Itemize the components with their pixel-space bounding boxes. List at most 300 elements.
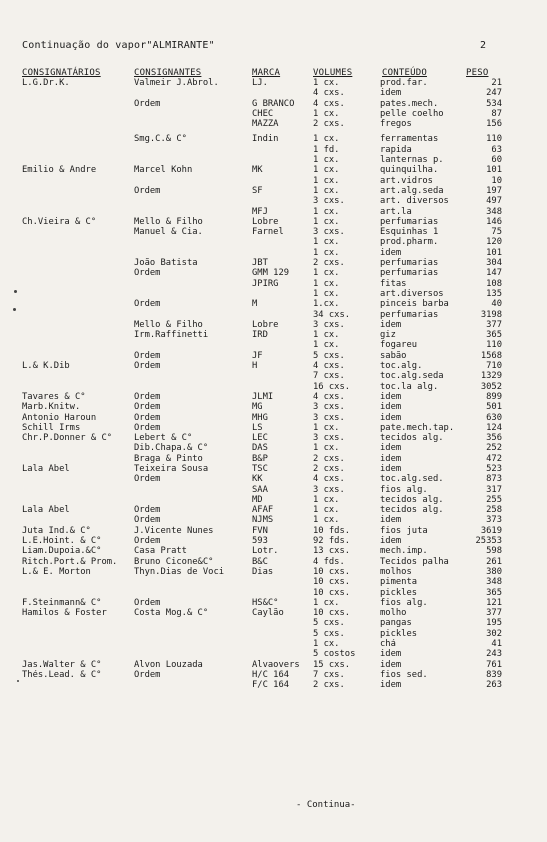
cell-cons: Ordem (134, 391, 161, 402)
header-marca: MARCA (252, 68, 281, 78)
cell-peso: 3619 (480, 525, 502, 536)
cell-peso: 839 (486, 669, 502, 680)
cell-cont: toc.la alg. (380, 381, 439, 392)
cell-vol: 13 cxs. (313, 546, 351, 557)
table-row (0, 99, 547, 109)
cell-cont: fios sed. (380, 669, 428, 680)
cell-cont: pickles (380, 587, 418, 598)
cell-peso: 263 (486, 680, 502, 691)
table-row (0, 454, 547, 464)
cell-cons: Thyn.Dias de Voci (134, 566, 225, 577)
cell-vol: 3 cxs. (313, 402, 345, 413)
cell-cons: Ordem (134, 350, 161, 361)
cell-peso: 377 (486, 608, 502, 619)
paper-speck (13, 308, 16, 311)
cell-peso: 365 (486, 587, 502, 598)
cell-peso: 523 (486, 463, 502, 474)
cell-peso: 710 (486, 361, 502, 372)
cell-vol: 3 cxs. (313, 412, 345, 423)
cell-cont: lanternas p. (380, 155, 444, 166)
cell-cons: Ordem (134, 98, 161, 109)
cell-cons: Ordem (134, 669, 161, 680)
table-row (0, 546, 547, 556)
cell-cont: Tecidos palha (380, 556, 449, 567)
cell-cont: idem (380, 536, 402, 547)
cell-marca: MG (252, 402, 263, 413)
cell-peso: 1568 (480, 350, 502, 361)
cell-vol: 1 cx. (313, 237, 340, 248)
cell-cons: Smg.C.& C° (134, 134, 187, 145)
table-row (0, 423, 547, 433)
cell-peso: 124 (486, 422, 502, 433)
cell-cont: art.vidros (380, 175, 433, 186)
cell-peso: 365 (486, 330, 502, 341)
cell-cont: pelle coelho (380, 108, 444, 119)
cell-peso: 356 (486, 433, 502, 444)
table-row (0, 402, 547, 412)
cell-vol: 1 cx. (313, 505, 340, 516)
cell-vol: 2 cxs. (313, 119, 345, 130)
cell-marca: SF (252, 185, 263, 196)
cell-cons: Ordem (134, 474, 161, 485)
cell-cont: idem (380, 412, 402, 423)
cell-peso: 101 (486, 247, 502, 258)
cell-cont: idem (380, 649, 402, 660)
table-row (0, 515, 547, 525)
table-row (0, 279, 547, 289)
cell-peso: 258 (486, 505, 502, 516)
cell-vol: 1 cx. (313, 78, 340, 88)
cell-peso: 121 (486, 597, 502, 608)
cell-cons: Ordem (134, 515, 161, 526)
table-row (0, 433, 547, 443)
cell-marca: AFAF (252, 505, 274, 516)
cell-vol: 34 cxs. (313, 309, 351, 320)
cell-peso: 120 (486, 237, 502, 248)
cell-vol: 4 cxs. (313, 474, 345, 485)
cell-peso: 348 (486, 577, 502, 588)
cell-cont: idem (380, 453, 402, 464)
table-row (0, 670, 547, 680)
cell-cont: toc.alg.sed. (380, 474, 444, 485)
cell-peso: 348 (486, 206, 502, 217)
cell-cons: Alvon Louzada (134, 659, 203, 670)
cell-marca: DAS (252, 443, 268, 454)
cell-cont: molhos (380, 566, 412, 577)
cell-cont: art.alg.seda (380, 185, 444, 196)
cell-peso: 598 (486, 546, 502, 557)
cell-vol: 2 cxs. (313, 258, 345, 269)
cell-peso: 146 (486, 216, 502, 227)
cell-vol: 10 cxs. (313, 577, 351, 588)
cell-vol: 4 cxs. (313, 361, 345, 372)
cell-cons: Ordem (134, 505, 161, 516)
cell-marca: MFJ (252, 206, 268, 217)
cell-cont: art.la (380, 206, 412, 217)
cell-cont: idem (380, 659, 402, 670)
cell-vol: 4 cxs. (313, 98, 345, 109)
cell-peso: 3198 (480, 309, 502, 320)
table-row (0, 217, 547, 227)
cell-cont: giz (380, 330, 396, 341)
cell-peso: 501 (486, 402, 502, 413)
cell-cont: fios alg. (380, 597, 428, 608)
header-peso: PESO (466, 68, 489, 78)
cell-vol: 1.cx. (313, 299, 340, 310)
cell-cont: chá (380, 639, 396, 650)
cell-peso: 247 (486, 88, 502, 99)
cell-peso: 10 (491, 175, 502, 186)
cell-vol: 1 cx. (313, 515, 340, 526)
cell-cont: prod.far. (380, 78, 428, 88)
cell-peso: 761 (486, 659, 502, 670)
cell-peso: 3052 (480, 381, 502, 392)
cell-vol: 1 cx. (313, 165, 340, 176)
cell-vol: 10 fds. (313, 525, 351, 536)
table-row (0, 505, 547, 515)
cell-vol: 1 cx. (313, 278, 340, 289)
table-row (0, 109, 547, 119)
table-row (0, 134, 547, 144)
table-row (0, 577, 547, 587)
table-row (0, 196, 547, 206)
cell-marca: MHG (252, 412, 268, 423)
cell-cont: prod.pharm. (380, 237, 439, 248)
cell-vol: 1 cx. (313, 443, 340, 454)
cell-consig: Emilio & Andre (22, 165, 97, 176)
table-row (0, 186, 547, 196)
table-row (0, 567, 547, 577)
cell-cont: quinquilha. (380, 165, 439, 176)
cell-marca: TSC (252, 463, 268, 474)
cell-vol: 3 cxs. (313, 319, 345, 330)
table-row (0, 237, 547, 247)
cell-cons: João Batista (134, 258, 198, 269)
cell-cont: perfumarias (380, 268, 439, 279)
cell-vol: 3 cxs. (313, 196, 345, 207)
cell-cont: pate.mech.tap. (380, 422, 455, 433)
cell-peso: 63 (491, 144, 502, 155)
cell-peso: 302 (486, 628, 502, 639)
cell-cont: rapida (380, 144, 412, 155)
cell-consig: Tavares & C° (22, 391, 86, 402)
table-row (0, 248, 547, 258)
cell-cons: J.Vicente Nunes (134, 525, 214, 536)
cell-marca: LEC (252, 433, 268, 444)
cell-cons: Marcel Kohn (134, 165, 193, 176)
cell-cont: pimenta (380, 577, 418, 588)
cell-cont: fios juta (380, 525, 428, 536)
cell-cont: toc.alg. (380, 361, 423, 372)
table-row (0, 413, 547, 423)
cell-consig: L.G.Dr.K. (22, 78, 70, 88)
cell-cont: fios alg. (380, 484, 428, 495)
cell-marca: Caylão (252, 608, 284, 619)
cell-vol: 10 cxs. (313, 587, 351, 598)
cell-marca: MK (252, 165, 263, 176)
cell-peso: 534 (486, 98, 502, 109)
cell-peso: 40 (491, 299, 502, 310)
cell-cont: perfumarias (380, 216, 439, 227)
cell-vol: 1 cx. (313, 268, 340, 279)
cell-vol: 1 fd. (313, 144, 340, 155)
cell-peso: 156 (486, 119, 502, 130)
cell-cons: Costa Mog.& C° (134, 608, 209, 619)
cell-cont: pates.mech. (380, 98, 439, 109)
table-row (0, 155, 547, 165)
cell-vol: 5 cxs. (313, 618, 345, 629)
cell-marca: Lobre (252, 319, 279, 330)
cell-vol: 4 cxs. (313, 391, 345, 402)
cell-marca: H (252, 361, 258, 372)
table-row (0, 495, 547, 505)
cell-consig: Schill Irms (22, 422, 81, 433)
cell-marca: HS&C° (252, 597, 279, 608)
cell-vol: 15 cxs. (313, 659, 351, 670)
cell-consig: Thés.Lead. & C° (22, 669, 102, 680)
cell-vol: 3 cxs. (313, 484, 345, 495)
table-row (0, 598, 547, 608)
cell-vol: 1 cx. (313, 340, 340, 351)
cell-vol: 1 cx. (313, 206, 340, 217)
cell-cont: idem (380, 247, 402, 258)
cell-vol: 1 cx. (313, 288, 340, 299)
table-row (0, 557, 547, 567)
cell-peso: 87 (491, 108, 502, 119)
cell-consig: Marb.Knitw. (22, 402, 81, 413)
cell-marca: SAA (252, 484, 268, 495)
cell-vol: 2 cxs. (313, 453, 345, 464)
cell-marca: Lobre (252, 216, 279, 227)
table-row (0, 119, 547, 129)
table-row (0, 330, 547, 340)
cell-cons: Manuel & Cia. (134, 227, 203, 238)
cell-cont: tecidos alg. (380, 433, 444, 444)
cell-marca: F/C 164 (252, 680, 290, 691)
cell-cont: sabão (380, 350, 407, 361)
cell-cont: idem (380, 391, 402, 402)
cell-cont: ferramentas (380, 134, 439, 145)
table-row (0, 361, 547, 371)
table-row (0, 392, 547, 402)
table-row (0, 382, 547, 392)
cell-consig: Ritch.Port.& Prom. (22, 556, 118, 567)
cell-cont: tecidos alg. (380, 494, 444, 505)
cell-cons: Braga & Pinto (134, 453, 203, 464)
cell-vol: 10 cxs. (313, 608, 351, 619)
cell-marca: JF (252, 350, 263, 361)
cell-consig: Hamilos & Foster (22, 608, 107, 619)
cell-marca: GMM 129 (252, 268, 290, 279)
cell-vol: 1 cx. (313, 134, 340, 145)
cell-consig: Liam.Dupoia.&C° (22, 546, 102, 557)
cell-cons: Ordem (134, 422, 161, 433)
table-row (0, 340, 547, 350)
table-row (0, 629, 547, 639)
cell-cont: tecidos alg. (380, 505, 444, 516)
table-row (0, 618, 547, 628)
cell-marca: JBT (252, 258, 268, 269)
cell-cons: Mello & Filho (134, 319, 203, 330)
cell-peso: 472 (486, 453, 502, 464)
cell-vol: 1 cx. (313, 330, 340, 341)
cell-cons: Valmeir J.Abrol. (134, 78, 219, 88)
table-row (0, 351, 547, 361)
cell-vol: 7 cxs. (313, 371, 345, 382)
cell-marca: KK (252, 474, 263, 485)
cell-peso: 110 (486, 134, 502, 145)
cell-marca: IRD (252, 330, 268, 341)
cell-peso: 630 (486, 412, 502, 423)
table-row (0, 320, 547, 330)
cell-peso: 497 (486, 196, 502, 207)
cell-cons: Ordem (134, 361, 161, 372)
table-row (0, 145, 547, 155)
cell-peso: 255 (486, 494, 502, 505)
cell-vol: 1 cx. (313, 155, 340, 166)
cell-consig: Ch.Vieira & C° (22, 216, 97, 227)
cell-peso: 25353 (475, 536, 502, 547)
cell-cons: Ordem (134, 299, 161, 310)
cell-peso: 317 (486, 484, 502, 495)
cell-cont: art.diversos (380, 288, 444, 299)
cell-marca: Alvaovers (252, 659, 300, 670)
cell-cons: Ordem (134, 412, 161, 423)
cell-cons: Irm.Raffinetti (134, 330, 209, 341)
cell-vol: 5 costos (313, 649, 356, 660)
cell-marca: B&C (252, 556, 268, 567)
cell-cont: fregos (380, 119, 412, 130)
cell-cont: pangas (380, 618, 412, 629)
page-number: 2 (480, 40, 487, 51)
cell-marca: MAZZA (252, 119, 279, 130)
cell-peso: 899 (486, 391, 502, 402)
cell-consig: F.Steinmann& C° (22, 597, 102, 608)
cell-peso: 135 (486, 288, 502, 299)
cell-consig: Antonio Haroun (22, 412, 97, 423)
cell-cont: idem (380, 443, 402, 454)
cell-marca: Lotr. (252, 546, 279, 557)
table-row (0, 310, 547, 320)
table-row (0, 588, 547, 598)
cell-marca: H/C 164 (252, 669, 290, 680)
cell-peso: 261 (486, 556, 502, 567)
page-title: Continuação do vapor"ALMIRANTE" (22, 40, 215, 51)
cell-cont: art. diversos (380, 196, 449, 207)
header-consignatario: CONSIGNATÁRIOS (22, 68, 101, 78)
cell-vol: 2 cxs. (313, 680, 345, 691)
cell-cons: Ordem (134, 536, 161, 547)
cell-vol: 4 cxs. (313, 88, 345, 99)
table-row (0, 299, 547, 309)
cell-marca: LS (252, 422, 263, 433)
cell-cont: pickles (380, 628, 418, 639)
cell-consig: Lala Abel (22, 463, 70, 474)
cell-peso: 243 (486, 649, 502, 660)
cell-peso: 252 (486, 443, 502, 454)
cell-vol: 3 cxs. (313, 433, 345, 444)
table-row (0, 485, 547, 495)
table-row (0, 207, 547, 217)
cell-vol: 2 cxs. (313, 463, 345, 474)
cell-cont: idem (380, 515, 402, 526)
cell-peso: 60 (491, 155, 502, 166)
cell-cont: Esquinhas 1 (380, 227, 439, 238)
cell-cons: Dib.Chapa.& C° (134, 443, 209, 454)
cell-cont: idem (380, 319, 402, 330)
cell-vol: 1 cx. (313, 422, 340, 433)
table-row (0, 227, 547, 237)
cell-cont: toc.alg.seda (380, 371, 444, 382)
cell-peso: 75 (491, 227, 502, 238)
cell-consig: L.E.Hoint. & C° (22, 536, 102, 547)
cell-marca: JPIRG (252, 278, 279, 289)
manifest-table (0, 78, 547, 691)
table-row (0, 608, 547, 618)
cell-peso: 101 (486, 165, 502, 176)
table-row (0, 165, 547, 175)
cell-marca: G BRANCO (252, 98, 295, 109)
cell-peso: 108 (486, 278, 502, 289)
cell-consig: Juta Ind.& C° (22, 525, 91, 536)
cell-cont: mech.imp. (380, 546, 428, 557)
table-row (0, 88, 547, 98)
cell-consig: L.& K.Dib (22, 361, 70, 372)
cell-consig: L.& E. Morton (22, 566, 91, 577)
cell-vol: 3 cxs. (313, 227, 345, 238)
cell-cont: idem (380, 680, 402, 691)
table-row (0, 371, 547, 381)
cell-vol: 1 cx. (313, 175, 340, 186)
cell-cont: pinceis barba (380, 299, 449, 310)
cell-marca: M (252, 299, 258, 310)
header-conteudo: CONTEÚDO (382, 68, 427, 78)
cell-vol: 1 cx. (313, 108, 340, 119)
table-row (0, 443, 547, 453)
cell-cons: Bruno Cicone&C° (134, 556, 214, 567)
cell-marca: LJ. (252, 78, 268, 88)
cell-cont: idem (380, 88, 402, 99)
table-row (0, 474, 547, 484)
cell-cons: Teixeira Sousa (134, 463, 209, 474)
cell-peso: 380 (486, 566, 502, 577)
table-row (0, 639, 547, 649)
cell-vol: 1 cx. (313, 185, 340, 196)
cell-cont: idem (380, 402, 402, 413)
cell-marca: B&P (252, 453, 268, 464)
cell-peso: 41 (491, 639, 502, 650)
paper-speck (17, 680, 19, 682)
cell-vol: 7 cxs. (313, 669, 345, 680)
cell-peso: 377 (486, 319, 502, 330)
cell-cons: Ordem (134, 597, 161, 608)
cell-cons: Casa Pratt (134, 546, 187, 557)
cell-marca: FVN (252, 525, 268, 536)
table-row (0, 680, 547, 690)
table-row (0, 268, 547, 278)
cell-cont: perfumarias (380, 309, 439, 320)
cell-vol: 1 cx. (313, 597, 340, 608)
table-row (0, 289, 547, 299)
cell-vol: 1 cx. (313, 216, 340, 227)
cell-cons: Lebert & C° (134, 433, 193, 444)
cell-cont: idem (380, 463, 402, 474)
table-row (0, 526, 547, 536)
cell-cons: Ordem (134, 402, 161, 413)
cell-peso: 1329 (480, 371, 502, 382)
cell-vol: 5 cxs. (313, 350, 345, 361)
cell-marca: MD (252, 494, 263, 505)
